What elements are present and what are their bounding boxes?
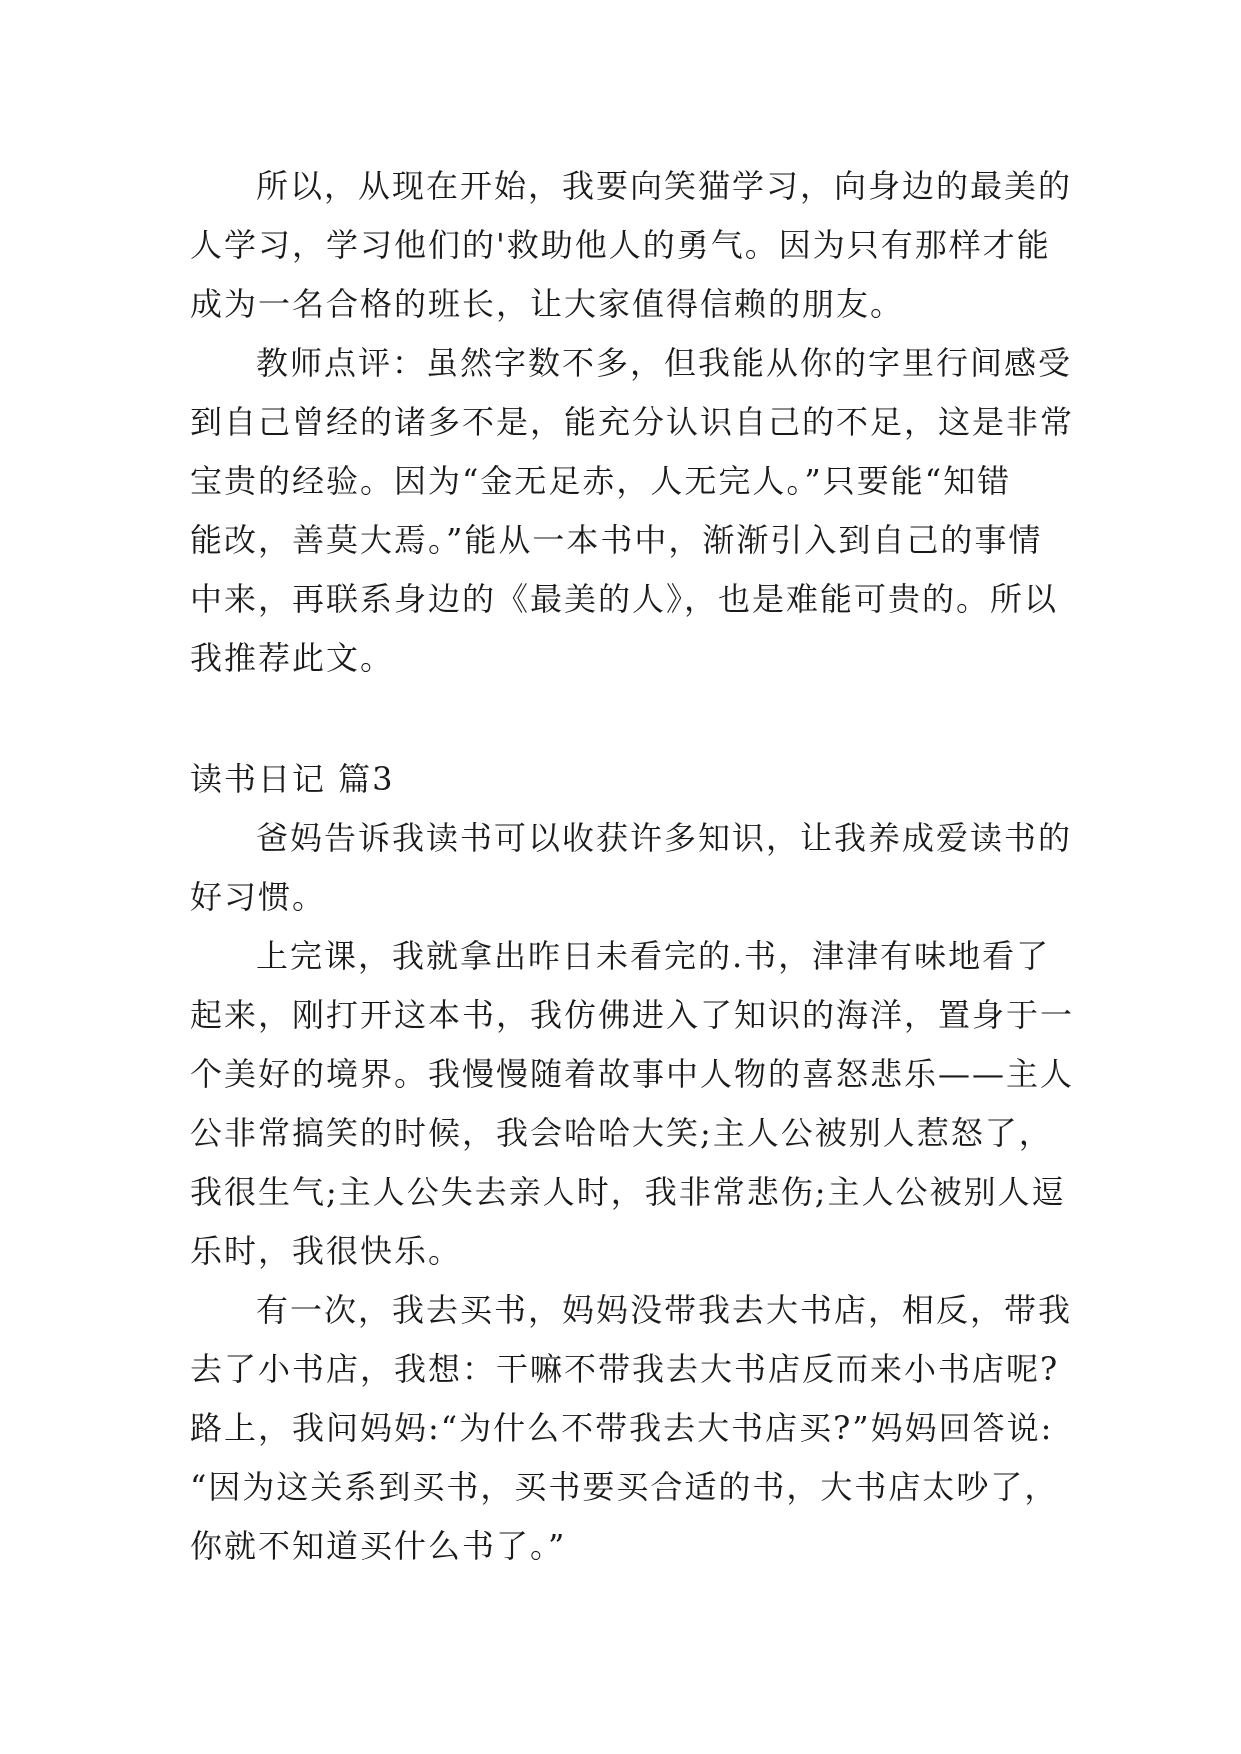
text-line: 乐时，我很快乐。 <box>190 1232 463 1270</box>
text-line: “因为这关系到买书，买书要买合适的书，大书店太吵了， <box>190 1468 1059 1506</box>
paragraph-conclusion <box>190 157 1073 334</box>
paragraph-bookstore <box>190 1281 1073 1576</box>
section-heading: 读书日记 篇3 <box>190 760 395 798</box>
text-line: 好习惯。 <box>190 878 327 916</box>
text-line: 起来，刚打开这本书，我仿佛进入了知识的海洋，置身于一 <box>190 996 1075 1034</box>
text-line: 你就不知道买什么书了。” <box>190 1527 567 1565</box>
paragraph-reading <box>190 927 1075 1281</box>
text-line: 个美好的境界。我慢慢随着故事中人物的喜怒悲乐——主人 <box>190 1055 1075 1093</box>
text-line: 成为一名合格的班长，让大家值得信赖的朋友。 <box>190 285 905 323</box>
text-line: 能改，善莫大焉。”能从一本书中，渐渐引入到自己的事情 <box>190 521 1043 559</box>
text-line: 我推荐此文。 <box>190 639 395 677</box>
text-line: 教师点评：虽然字数不多，但我能从你的字里行间感受 <box>256 344 1073 382</box>
paragraph-teacher-comment <box>190 334 1075 688</box>
text-line: 所以，从现在开始，我要向笑猫学习，向身边的最美的 <box>256 167 1073 205</box>
text-line: 我很生气;主人公失去亲人时，我非常悲伤;主人公被别人逗 <box>190 1173 1066 1211</box>
text-line: 中来，再联系身边的《最美的人》，也是难能可贵的。所以 <box>190 580 1059 618</box>
text-line: 有一次，我去买书，妈妈没带我去大书店，相反，带我 <box>256 1291 1073 1329</box>
text-line: 去了小书店，我想：干嘛不带我去大书店反而来小书店呢? <box>190 1350 1060 1388</box>
text-line: 路上，我问妈妈:“为什么不带我去大书店买?”妈妈回答说: <box>190 1409 1054 1447</box>
text-line: 到自己曾经的诸多不是，能充分认识自己的不足，这是非常 <box>190 403 1075 441</box>
text-line: 公非常搞笑的时候，我会哈哈大笑;主人公被别人惹怒了， <box>190 1114 1053 1152</box>
diary-continuation <box>190 157 1075 688</box>
text-line: 爸妈告诉我读书可以收获许多知识，让我养成爱读书的 <box>256 819 1073 857</box>
paragraph-intro <box>190 809 1073 927</box>
text-line: 宝贵的经验。因为“金无足赤，人无完人。”只要能“知错 <box>190 462 1012 500</box>
text-line: 人学习，学习他们的'救助他人的勇气。因为只有那样才能 <box>190 226 1051 264</box>
text-line: 上完课，我就拿出昨日未看完的.书，津津有味地看了 <box>256 937 1051 975</box>
diary-section-3 <box>190 750 1075 1576</box>
